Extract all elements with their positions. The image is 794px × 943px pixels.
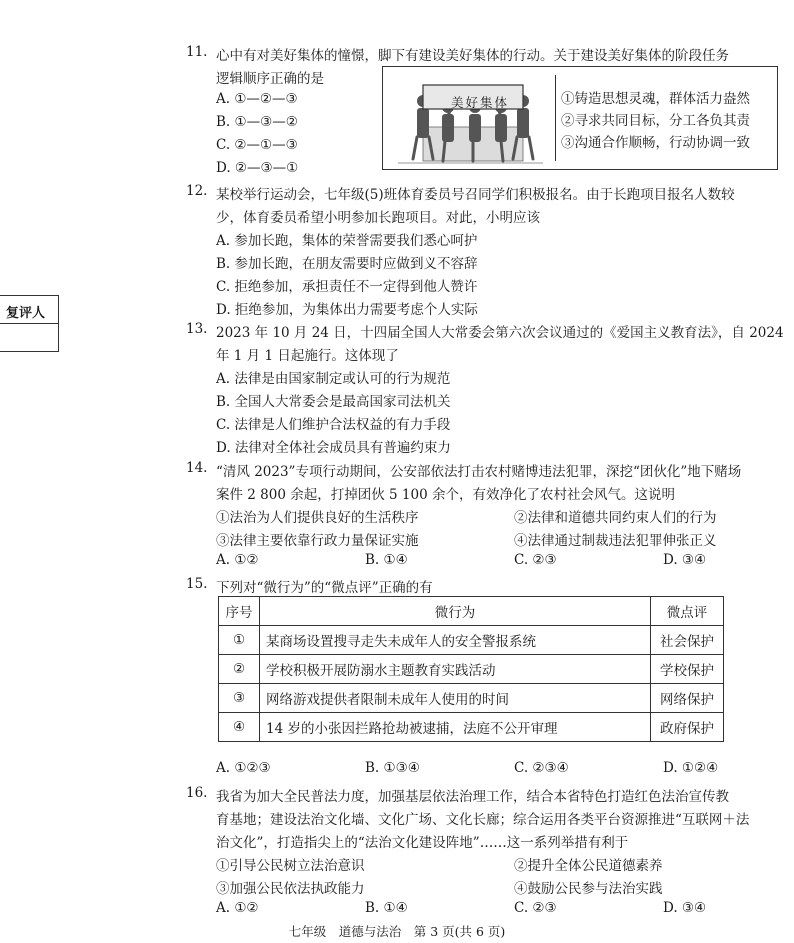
q15-table	[218, 596, 724, 742]
q13-option-b[interactable]: B. 全国人大常委会是最高国家司法机关	[216, 394, 451, 410]
reviewer-divider	[0, 323, 58, 324]
q16-statement-3: ③加强公民依法执政能力	[216, 881, 365, 897]
table-cell: 网络保护	[651, 684, 724, 713]
q11-figure-separator	[555, 75, 556, 161]
table-header-cell: 序号	[219, 597, 260, 626]
q14-statement-1: ①法治为人们提供良好的生活秩序	[216, 510, 419, 526]
q16-option-c[interactable]: C. ②③	[514, 900, 557, 916]
table-cell: 14 岁的小张因拦路抢劫被逮捕，法庭不公开审理	[260, 713, 651, 742]
table-row	[219, 684, 724, 713]
q15-stem: 下列对“微行为”的“微点评”正确的有	[216, 580, 433, 596]
table-header-row	[219, 597, 724, 626]
q12-stem-line1: 某校举行运动会，七年级(5)班体育委员号召同学们积极报名。由于长跑项目报名人数较	[216, 187, 735, 203]
table-header-cell: 微行为	[260, 597, 651, 626]
q12-option-a[interactable]: A. 参加长跑，集体的荣誉需要我们悉心呵护	[216, 233, 478, 249]
table-cell: 社会保护	[651, 626, 724, 655]
q14-option-d[interactable]: D. ③④	[663, 552, 707, 568]
q11-stem-line2: 逻辑顺序正确的是	[216, 71, 324, 87]
q14-option-b[interactable]: B. ①④	[365, 552, 408, 568]
q16-option-b[interactable]: B. ①④	[365, 900, 408, 916]
table-cell: ①	[219, 626, 260, 655]
q13-stem-line2: 年 1 月 1 日起施行。这体现了	[216, 348, 399, 364]
q11-stem-line1: 心中有对美好集体的憧憬，脚下有建设美好集体的行动。关于建设美好集体的阶段任务	[216, 48, 729, 64]
q11-item-3: ③沟通合作顺畅，行动协调一致	[561, 135, 750, 151]
q13-stem-line1: 2023 年 10 月 24 日，十四届全国人大常委会第六次会议通过的《爱国主义教育法》，自 2024	[216, 325, 784, 341]
q14-option-c[interactable]: C. ②③	[514, 552, 557, 568]
q11-figure-box	[382, 66, 778, 170]
q11-number: 11.	[186, 44, 208, 60]
q11-option-c[interactable]: C. ②—①—③	[216, 137, 298, 153]
q15-option-b[interactable]: B. ①③④	[365, 760, 420, 776]
q12-number: 12.	[186, 183, 208, 199]
table-header-cell: 微点评	[651, 597, 724, 626]
page-footer: 七年级 道德与法治 第 3 页(共 6 页)	[288, 924, 506, 939]
q12-stem-line2: 少，体育委员希望小明参加长跑项目。对此，小明应该	[216, 210, 540, 226]
q11-illustration	[383, 67, 553, 169]
table-cell: 网络游戏提供者限制未成年人使用的时间	[260, 684, 651, 713]
table-cell: 学校保护	[651, 655, 724, 684]
q14-number: 14.	[186, 460, 208, 476]
q12-option-d[interactable]: D. 拒绝参加，为集体出力需要考虑个人实际	[216, 302, 478, 318]
table-cell: 某商场设置搜寻走失未成年人的安全警报系统	[260, 626, 651, 655]
q14-statement-4: ④法律通过制裁违法犯罪伸张正义	[514, 533, 717, 549]
table-cell: ②	[219, 655, 260, 684]
q13-option-d[interactable]: D. 法律对全体社会成员具有普遍约束力	[216, 440, 451, 456]
q14-stem-line1: “清风 2023”专项行动期间，公安部依法打击农村赌博违法犯罪，深挖“团伙化”地下赌场	[216, 464, 742, 480]
q14-statement-2: ②法律和道德共同约束人们的行为	[514, 510, 717, 526]
q16-statement-1: ①引导公民树立法治意识	[216, 858, 365, 874]
q11-option-b[interactable]: B. ①—③—②	[216, 114, 298, 130]
q14-statement-3: ③法律主要依靠行政力量保证实施	[216, 533, 419, 549]
q16-option-d[interactable]: D. ③④	[663, 900, 707, 916]
table-cell: 政府保护	[651, 713, 724, 742]
table-cell: 学校积极开展防溺水主题教育实践活动	[260, 655, 651, 684]
q15-option-a[interactable]: A. ①②③	[216, 760, 271, 776]
q13-option-a[interactable]: A. 法律是由国家制定或认可的行为规范	[216, 371, 451, 387]
q16-number: 16.	[186, 785, 208, 801]
q14-stem-line2: 案件 2 800 余起，打掉团伙 5 100 余个，有效净化了农村社会风气。这说明	[216, 487, 675, 503]
q14-option-a[interactable]: A. ①②	[216, 552, 259, 568]
table-cell: ④	[219, 713, 260, 742]
q16-stem-line2: 育基地；建设法治文化墙、文化广场、文化长廊；综合运用各类平台资源推进“互联网＋法	[216, 812, 750, 828]
table-row	[219, 655, 724, 684]
q11-option-a[interactable]: A. ①—②—③	[216, 91, 298, 107]
q15-option-c[interactable]: C. ②③④	[514, 760, 569, 776]
q12-option-b[interactable]: B. 参加长跑，在朋友需要时应做到义不容辞	[216, 256, 478, 272]
q13-number: 13.	[186, 321, 208, 337]
q11-item-2: ②寻求共同目标，分工各负其责	[561, 113, 750, 129]
q16-statement-4: ④鼓励公民参与法治实践	[514, 881, 663, 897]
q11-item-1: ①铸造思想灵魂，群体活力盎然	[561, 91, 750, 107]
q16-statement-2: ②提升全体公民道德素养	[514, 858, 663, 874]
table-row	[219, 713, 724, 742]
q12-option-c[interactable]: C. 拒绝参加，承担责任不一定得到他人赞许	[216, 279, 478, 295]
q16-stem-line1: 我省为加大全民普法力度，加强基层依法治理工作，结合本省特色打造红色法治宣传教	[216, 789, 729, 805]
q11-sign-text: 美好集体	[451, 95, 510, 110]
q11-option-d[interactable]: D. ②—③—①	[216, 160, 299, 176]
q15-number: 15.	[186, 576, 208, 592]
table-cell: ③	[219, 684, 260, 713]
reviewer-label: 复评人	[6, 306, 46, 321]
q15-option-d[interactable]: D. ①②④	[663, 760, 719, 776]
q16-option-a[interactable]: A. ①②	[216, 900, 259, 916]
q16-stem-line3: 治文化”，打造指尖上的“法治文化建设阵地”……这一系列举措有利于	[216, 835, 629, 851]
reviewer-box	[0, 295, 59, 352]
q13-option-c[interactable]: C. 法律是人们维护合法权益的有力手段	[216, 417, 451, 433]
table-row	[219, 626, 724, 655]
